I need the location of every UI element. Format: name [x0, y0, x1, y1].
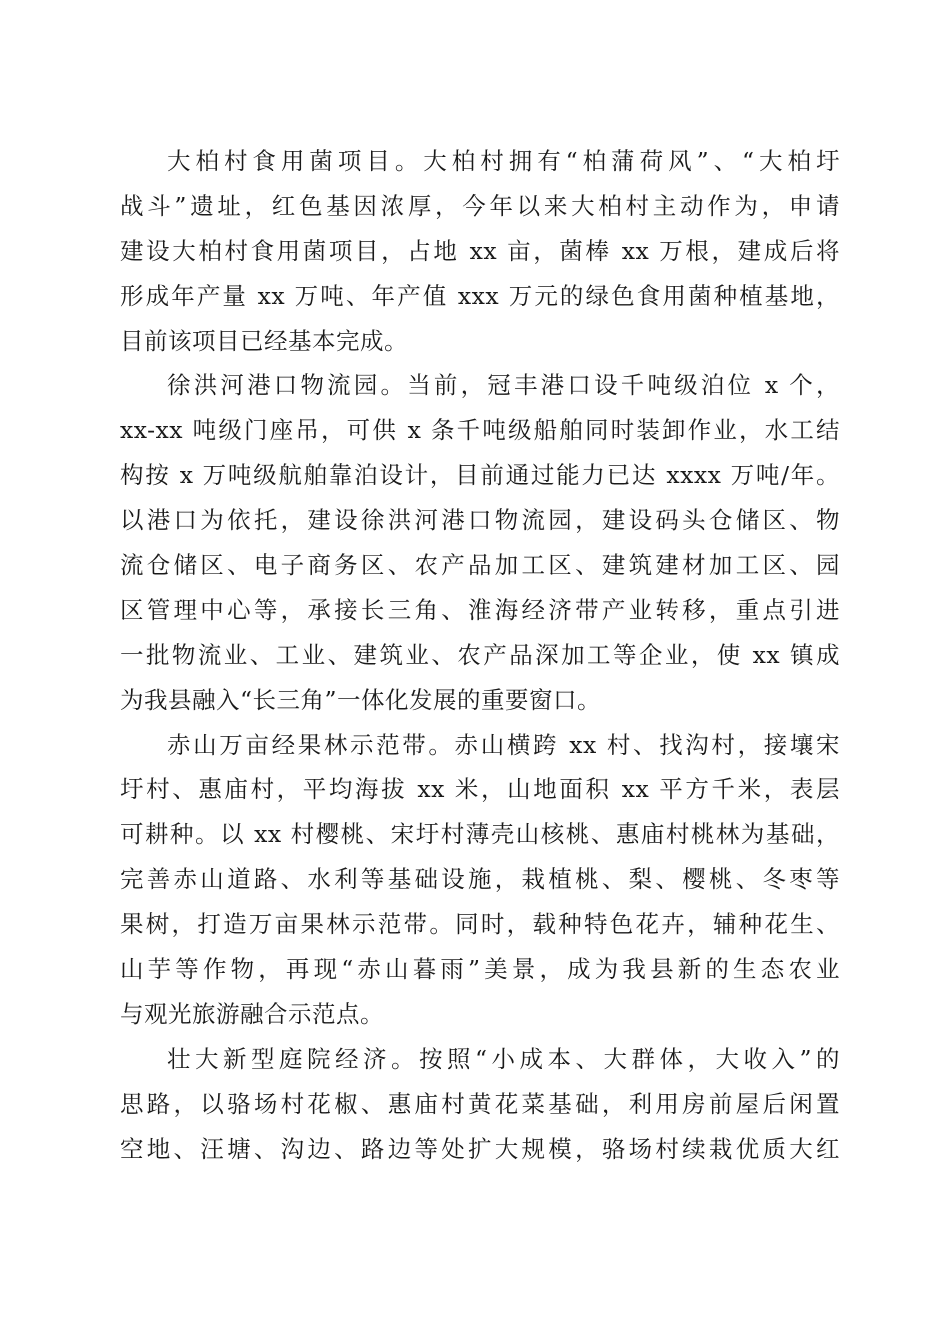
text-line: 与观光旅游融合示范点。 — [120, 999, 384, 1028]
text-line: 思路，以骆场村花椒、惠庙村黄花菜基础，利用房前屋后闲置 — [120, 1089, 840, 1118]
text-line: 大柏村食用菌项目。大柏村拥有“柏蒲荷风”、“大柏圩 — [167, 147, 840, 175]
paragraph-port-logistics-park — [120, 363, 840, 722]
text-line: 战斗”遗址，红色基因浓厚，今年以来大柏村主动作为，申请 — [120, 191, 840, 220]
text-line: 流仓储区、电子商务区、农产品加工区、建筑建材加工区、园 — [120, 551, 840, 580]
paragraph-mushroom-project — [120, 139, 840, 363]
text-line: 徐洪河港口物流园。当前，冠丰港口设千吨级泊位 x 个， — [167, 371, 840, 400]
text-line: 区管理中心等，承接长三角、淮海经济带产业转移，重点引进 — [120, 595, 840, 624]
text-line: 建设大柏村食用菌项目，占地 xx 亩，菌棒 xx 万根，建成后将 — [120, 236, 840, 265]
text-line: 山芋等作物，再现“赤山暮雨”美景，成为我县新的生态农业 — [120, 955, 840, 984]
text-line: 目前该项目已经基本完成。 — [120, 326, 408, 355]
text-line: 赤山万亩经果林示范带。赤山横跨 xx 村、找沟村，接壤宋 — [167, 730, 840, 759]
paragraph-orchard-demo-belt — [120, 723, 840, 1037]
text-line: 圩村、惠庙村，平均海拔 xx 米，山地面积 xx 平方千米，表层 — [120, 775, 840, 804]
text-line: 果树，打造万亩果林示范带。同时，载种特色花卉，辅种花生、 — [120, 910, 840, 939]
document-body — [120, 139, 840, 1171]
text-line: 可耕种。以 xx 村樱桃、宋圩村薄壳山核桃、惠庙村桃林为基础， — [120, 820, 840, 849]
text-line: 一批物流业、工业、建筑业、农产品深加工等企业，使 xx 镇成 — [120, 640, 840, 669]
text-line: 形成年产量 xx 万吨、年产值 xxx 万元的绿色食用菌种植基地， — [120, 281, 840, 310]
text-line: 为我县融入“长三角”一体化发展的重要窗口。 — [120, 685, 602, 714]
text-line: 壮大新型庭院经济。按照“小成本、大群体，大收入”的 — [167, 1044, 840, 1073]
text-line: 构按 x 万吨级航舶靠泊设计，目前通过能力已达 xxxx 万吨/年。 — [120, 461, 840, 490]
text-line: 空地、汪塘、沟边、路边等处扩大规模，骆场村续栽优质大红 — [120, 1134, 840, 1163]
paragraph-courtyard-economy — [120, 1037, 840, 1172]
text-line: 以港口为依托，建设徐洪河港口物流园，建设码头仓储区、物 — [120, 506, 840, 535]
text-line: 完善赤山道路、水利等基础设施，栽植桃、梨、樱桃、冬枣等 — [120, 865, 840, 894]
text-line: xx-xx 吨级门座吊，可供 x 条千吨级船舶同时装卸作业，水工结 — [120, 416, 840, 445]
